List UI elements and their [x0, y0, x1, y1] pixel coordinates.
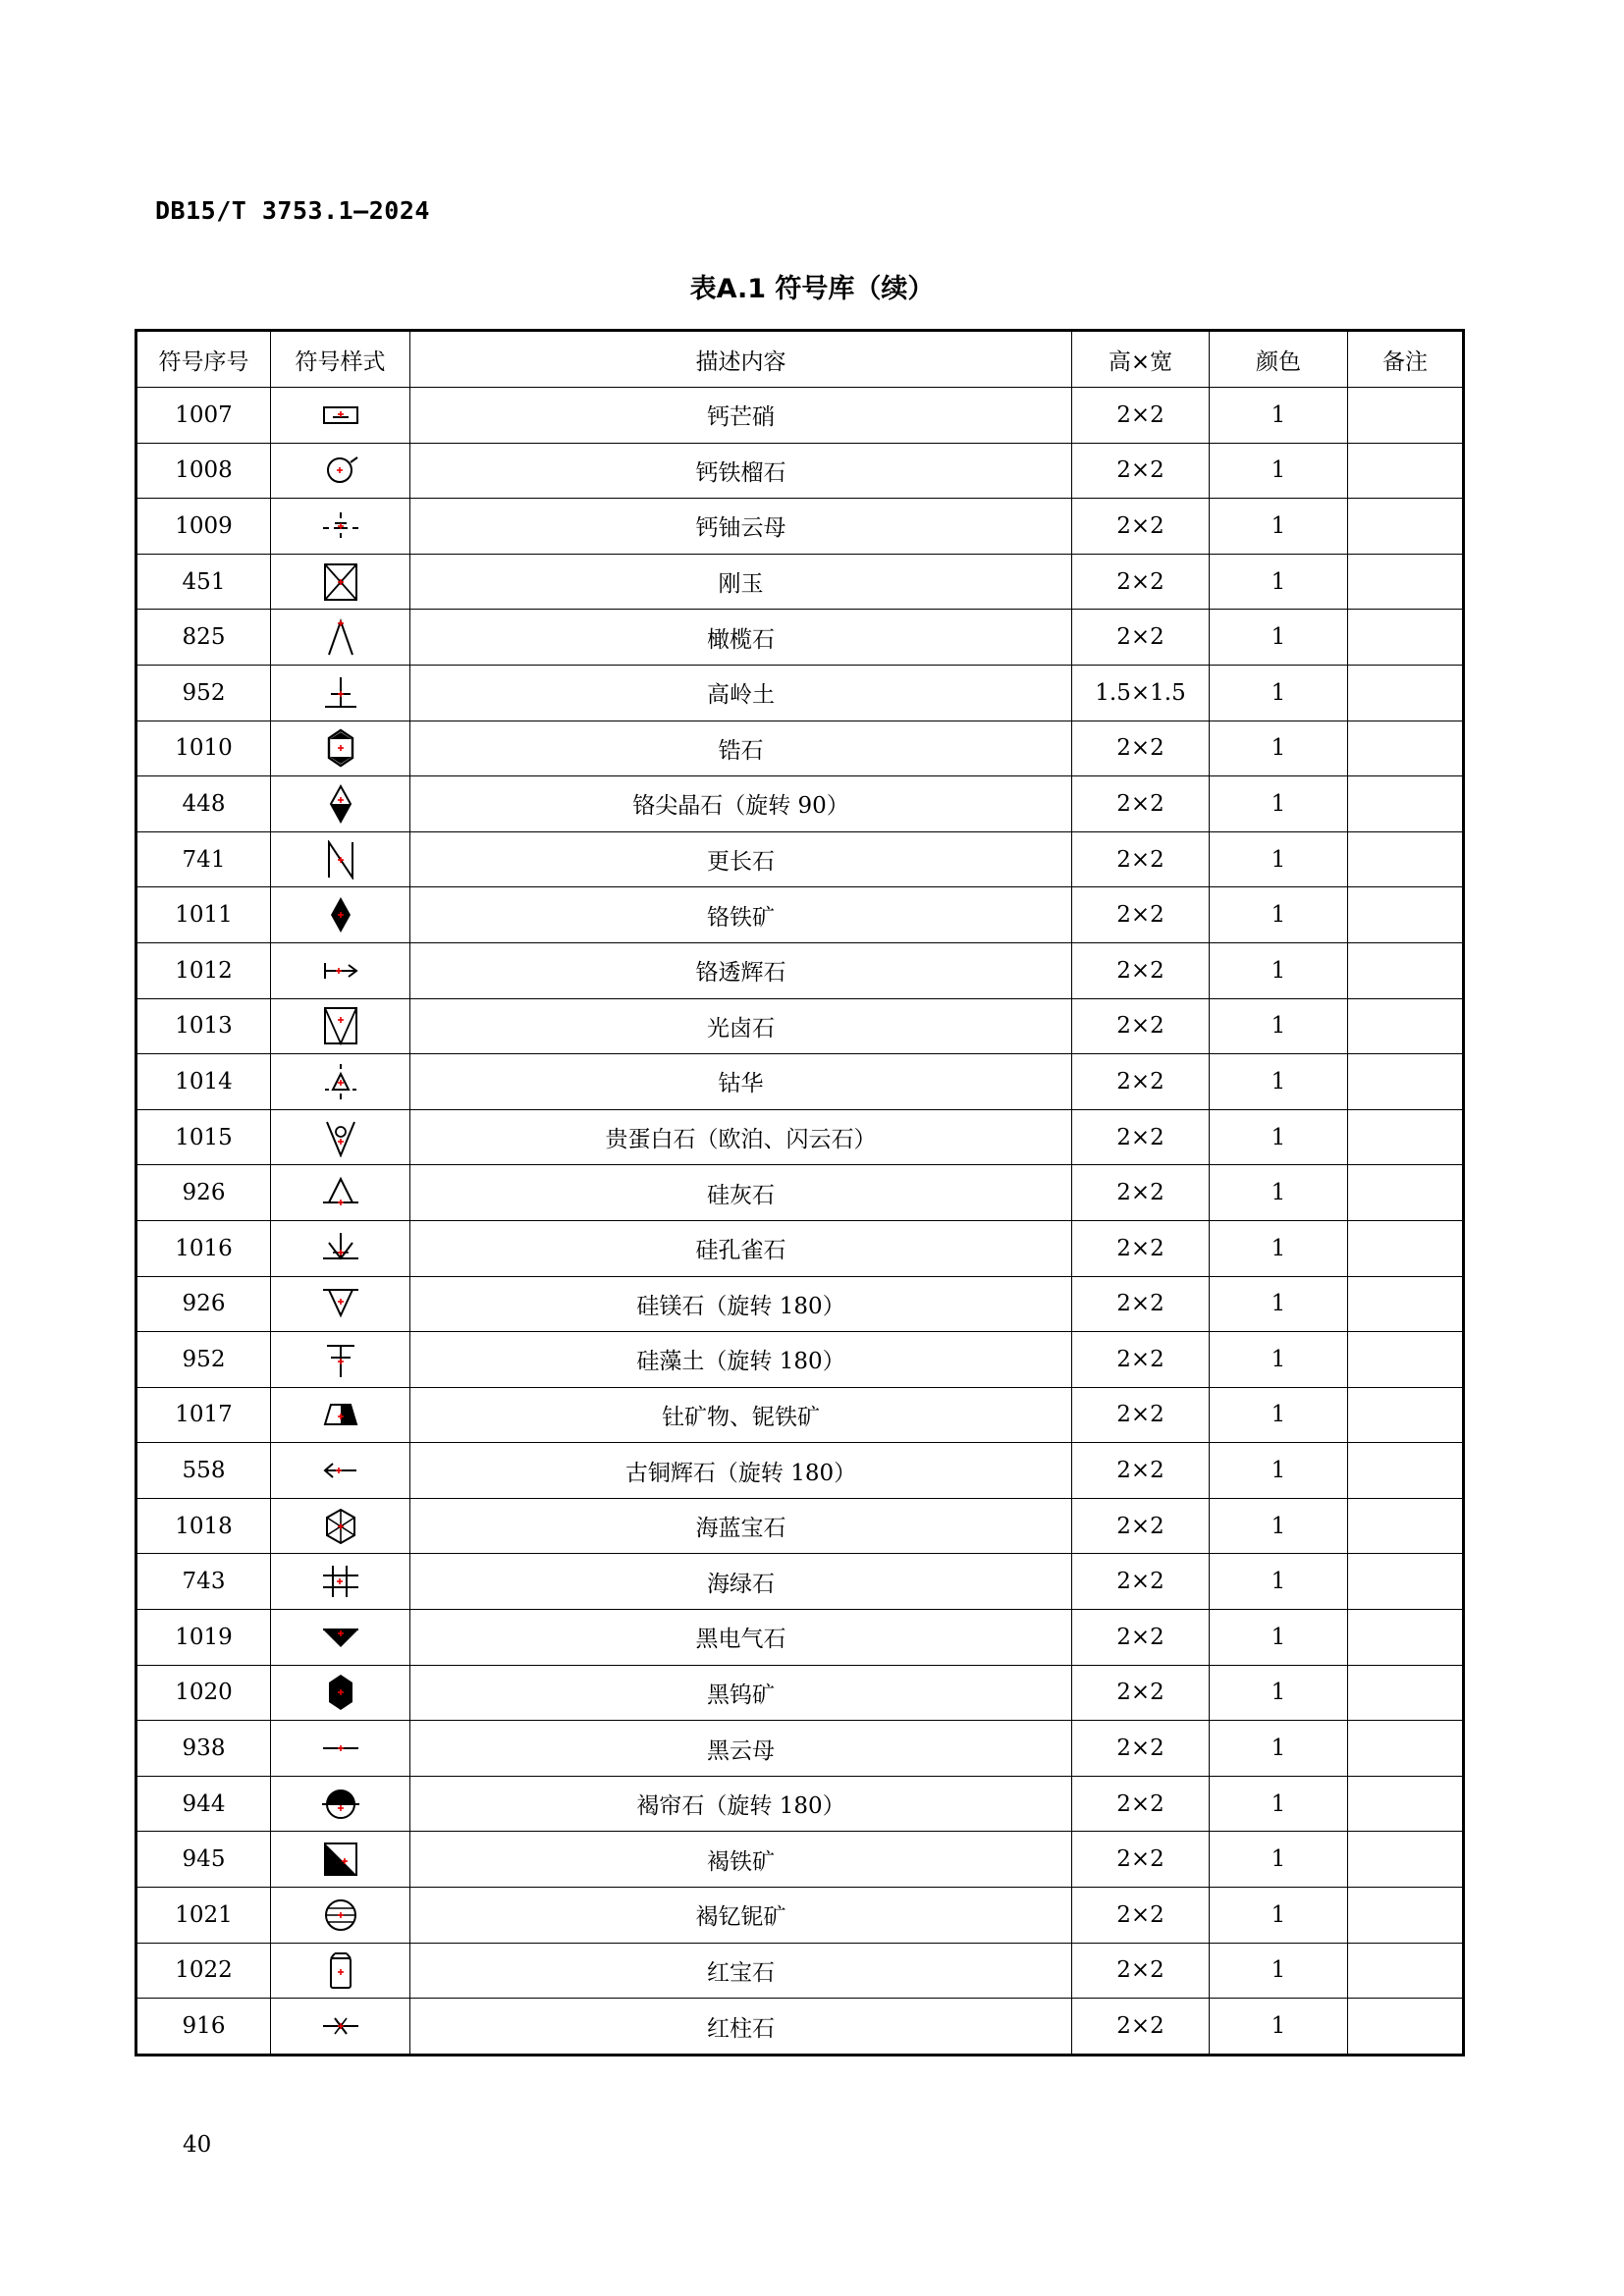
cell-symbol-id: 1013: [136, 998, 271, 1054]
table-row: [136, 499, 1464, 555]
cell-symbol-id: 741: [136, 831, 271, 887]
table-row: [136, 776, 1464, 832]
crossed-line-icon: [321, 2006, 360, 2046]
cell-description: 海蓝宝石: [410, 1498, 1072, 1554]
cell-description: 褐帘石（旋转 180）: [410, 1776, 1072, 1832]
cell-note: [1348, 1665, 1464, 1721]
cell-description: 硅镁石（旋转 180）: [410, 1276, 1072, 1332]
cell-symbol-id: 1022: [136, 1943, 271, 1999]
cell-symbol-style: [271, 1943, 410, 1999]
cell-symbol-style: [271, 1665, 410, 1721]
cell-symbol-style: [271, 887, 410, 943]
symbol-table: [135, 329, 1465, 2056]
table-row: [136, 721, 1464, 776]
table-row: [136, 554, 1464, 610]
column-header-size: 高×宽: [1072, 331, 1210, 388]
cell-description: 贵蛋白石（欧泊、闪云石）: [410, 1109, 1072, 1165]
cell-symbol-id: 825: [136, 610, 271, 666]
earth-icon: [321, 673, 360, 713]
box-triangle-icon: [321, 1006, 360, 1045]
cell-size: 2×2: [1072, 1443, 1210, 1499]
cell-note: [1348, 831, 1464, 887]
cell-size: 2×2: [1072, 1832, 1210, 1888]
table-row: [136, 610, 1464, 666]
cell-description: 光卤石: [410, 998, 1072, 1054]
cell-size: 2×2: [1072, 1888, 1210, 1944]
cell-color: 1: [1210, 1276, 1348, 1332]
table-row: [136, 1999, 1464, 2056]
table-row: [136, 998, 1464, 1054]
hexagon-outline-icon: [321, 728, 360, 768]
cell-color: 1: [1210, 1943, 1348, 1999]
cell-note: [1348, 1443, 1464, 1499]
cell-size: 2×2: [1072, 1387, 1210, 1443]
cell-note: [1348, 998, 1464, 1054]
striped-circle-icon: [321, 1896, 360, 1935]
diamond-filled-icon: [321, 895, 360, 934]
cell-color: 1: [1210, 776, 1348, 832]
diamond-half-icon: [321, 784, 360, 824]
cell-size: 2×2: [1072, 499, 1210, 555]
caret-icon: [321, 617, 360, 657]
table-row: [136, 1220, 1464, 1276]
cell-symbol-id: 926: [136, 1276, 271, 1332]
jar-icon: [321, 1950, 360, 1990]
table-row: [136, 1165, 1464, 1221]
cell-color: 1: [1210, 1443, 1348, 1499]
cell-symbol-style: [271, 1888, 410, 1944]
cell-size: 2×2: [1072, 443, 1210, 499]
cell-description: 高岭土: [410, 665, 1072, 721]
cell-description: 古铜辉石（旋转 180）: [410, 1443, 1072, 1499]
cell-symbol-style: [271, 721, 410, 776]
cell-color: 1: [1210, 1554, 1348, 1610]
cell-note: [1348, 1165, 1464, 1221]
square-diagonal-icon: [321, 1840, 360, 1879]
cell-symbol-style: [271, 831, 410, 887]
cell-color: 1: [1210, 1832, 1348, 1888]
cell-size: 2×2: [1072, 610, 1210, 666]
cell-symbol-style: [271, 1220, 410, 1276]
table-row: [136, 1332, 1464, 1388]
cell-symbol-style: [271, 1554, 410, 1610]
cell-note: [1348, 1721, 1464, 1777]
cell-symbol-style: [271, 1054, 410, 1110]
cell-symbol-style: [271, 1721, 410, 1777]
cell-note: [1348, 554, 1464, 610]
cell-description: 锆石: [410, 721, 1072, 776]
table-row: [136, 1443, 1464, 1499]
cell-description: 黑钨矿: [410, 1665, 1072, 1721]
cell-description: 橄榄石: [410, 610, 1072, 666]
cell-symbol-id: 1012: [136, 942, 271, 998]
cell-color: 1: [1210, 554, 1348, 610]
cell-symbol-id: 1018: [136, 1498, 271, 1554]
cell-note: [1348, 1943, 1464, 1999]
cell-color: 1: [1210, 1776, 1348, 1832]
cell-description: 铬铁矿: [410, 887, 1072, 943]
cell-symbol-id: 1016: [136, 1220, 271, 1276]
cell-note: [1348, 942, 1464, 998]
circle-tail-icon: [321, 451, 360, 490]
cell-note: [1348, 1387, 1464, 1443]
cell-size: 2×2: [1072, 1943, 1210, 1999]
cell-symbol-id: 938: [136, 1721, 271, 1777]
cell-size: 2×2: [1072, 887, 1210, 943]
cell-size: 2×2: [1072, 831, 1210, 887]
table-row: [136, 831, 1464, 887]
cell-symbol-style: [271, 554, 410, 610]
cell-symbol-style: [271, 1443, 410, 1499]
cell-color: 1: [1210, 1888, 1348, 1944]
cell-symbol-style: [271, 388, 410, 444]
cell-note: [1348, 1888, 1464, 1944]
cell-size: 2×2: [1072, 998, 1210, 1054]
cell-symbol-id: 743: [136, 1554, 271, 1610]
cell-symbol-style: [271, 776, 410, 832]
cell-color: 1: [1210, 1721, 1348, 1777]
cell-note: [1348, 721, 1464, 776]
cell-symbol-id: 451: [136, 554, 271, 610]
table-row: [136, 1665, 1464, 1721]
cell-description: 硅灰石: [410, 1165, 1072, 1221]
cell-size: 2×2: [1072, 1054, 1210, 1110]
cell-color: 1: [1210, 942, 1348, 998]
cell-description: 海绿石: [410, 1554, 1072, 1610]
page-number: 40: [183, 2132, 212, 2158]
cell-symbol-id: 916: [136, 1999, 271, 2056]
cell-note: [1348, 1554, 1464, 1610]
cell-symbol-style: [271, 443, 410, 499]
v-circle-icon: [321, 1118, 360, 1157]
cell-size: 2×2: [1072, 1554, 1210, 1610]
cell-color: 1: [1210, 721, 1348, 776]
cell-color: 1: [1210, 1054, 1348, 1110]
cell-size: 2×2: [1072, 721, 1210, 776]
cell-symbol-id: 1017: [136, 1387, 271, 1443]
cell-symbol-id: 1009: [136, 499, 271, 555]
column-header-note: 备注: [1348, 331, 1464, 388]
cell-color: 1: [1210, 610, 1348, 666]
cell-symbol-style: [271, 1332, 410, 1388]
table-row: [136, 1721, 1464, 1777]
table-row: [136, 1776, 1464, 1832]
arrow-bar-right-icon: [321, 951, 360, 990]
cell-symbol-style: [271, 1610, 410, 1666]
cell-symbol-id: 926: [136, 1165, 271, 1221]
cell-note: [1348, 1498, 1464, 1554]
cell-note: [1348, 499, 1464, 555]
table-title: 表A.1 符号库（续）: [689, 274, 935, 304]
table-row: [136, 1832, 1464, 1888]
down-triangle-filled-icon: [321, 1618, 360, 1657]
cell-color: 1: [1210, 1498, 1348, 1554]
cell-size: 2×2: [1072, 1999, 1210, 2056]
cell-description: 铬透辉石: [410, 942, 1072, 998]
cell-description: 红柱石: [410, 1999, 1072, 2056]
cell-size: 2×2: [1072, 1776, 1210, 1832]
hexagon-star-icon: [321, 1507, 360, 1546]
cell-color: 1: [1210, 1665, 1348, 1721]
cell-note: [1348, 443, 1464, 499]
table-row: [136, 1554, 1464, 1610]
cell-note: [1348, 610, 1464, 666]
cell-description: 钙铀云母: [410, 499, 1072, 555]
inverted-earth-icon: [321, 1340, 360, 1379]
box-x-icon: [321, 562, 360, 602]
cell-size: 2×2: [1072, 1665, 1210, 1721]
cell-description: 硅藻土（旋转 180）: [410, 1332, 1072, 1388]
cell-symbol-style: [271, 1109, 410, 1165]
cell-color: 1: [1210, 499, 1348, 555]
cell-note: [1348, 776, 1464, 832]
cell-description: 红宝石: [410, 1943, 1072, 1999]
cell-note: [1348, 388, 1464, 444]
column-header-description: 描述内容: [410, 331, 1072, 388]
cell-color: 1: [1210, 998, 1348, 1054]
arrow-left-icon: [321, 1451, 360, 1490]
cell-note: [1348, 1054, 1464, 1110]
cell-description: 钙芒硝: [410, 388, 1072, 444]
cell-size: 2×2: [1072, 1165, 1210, 1221]
cell-size: 2×2: [1072, 776, 1210, 832]
cell-note: [1348, 1832, 1464, 1888]
cell-color: 1: [1210, 831, 1348, 887]
cell-symbol-style: [271, 942, 410, 998]
cell-description: 褐铁矿: [410, 1832, 1072, 1888]
dashed-cross-icon: [321, 507, 360, 546]
cell-size: 2×2: [1072, 942, 1210, 998]
cell-note: [1348, 1610, 1464, 1666]
table-row: [136, 1498, 1464, 1554]
cell-color: 1: [1210, 887, 1348, 943]
trapezoid-icon: [321, 1395, 360, 1434]
cell-description: 更长石: [410, 831, 1072, 887]
column-header-id: 符号序号: [136, 331, 271, 388]
cell-color: 1: [1210, 1387, 1348, 1443]
cell-symbol-style: [271, 1387, 410, 1443]
cell-symbol-id: 1021: [136, 1888, 271, 1944]
n-letter-icon: [321, 840, 360, 880]
table-row: [136, 887, 1464, 943]
table-row: [136, 1276, 1464, 1332]
cell-size: 2×2: [1072, 554, 1210, 610]
cell-symbol-style: [271, 610, 410, 666]
table-row: [136, 1610, 1464, 1666]
table-row: [136, 1054, 1464, 1110]
cell-color: 1: [1210, 388, 1348, 444]
cell-description: 褐钇铌矿: [410, 1888, 1072, 1944]
spike-base-icon: [321, 1229, 360, 1268]
table-row: [136, 1943, 1464, 1999]
cell-symbol-id: 448: [136, 776, 271, 832]
cell-symbol-id: 558: [136, 1443, 271, 1499]
cell-symbol-style: [271, 1165, 410, 1221]
triangle-base-icon: [321, 1173, 360, 1212]
half-circle-icon: [321, 1785, 360, 1824]
cell-symbol-style: [271, 499, 410, 555]
cell-symbol-style: [271, 1999, 410, 2056]
cell-size: 2×2: [1072, 1610, 1210, 1666]
cell-description: 硅孔雀石: [410, 1220, 1072, 1276]
table-row: [136, 1387, 1464, 1443]
cell-size: 1.5×1.5: [1072, 665, 1210, 721]
cell-symbol-id: 1020: [136, 1665, 271, 1721]
cell-size: 2×2: [1072, 1276, 1210, 1332]
cell-note: [1348, 1332, 1464, 1388]
inverted-triangle-icon: [321, 1284, 360, 1323]
table-header-row: [136, 331, 1464, 388]
cell-symbol-id: 944: [136, 1776, 271, 1832]
cell-symbol-id: 1007: [136, 388, 271, 444]
cell-size: 2×2: [1072, 1498, 1210, 1554]
cell-note: [1348, 1776, 1464, 1832]
cell-color: 1: [1210, 1610, 1348, 1666]
cell-note: [1348, 887, 1464, 943]
cell-symbol-style: [271, 998, 410, 1054]
column-header-symbol: 符号样式: [271, 331, 410, 388]
cell-symbol-style: [271, 665, 410, 721]
cell-symbol-style: [271, 1776, 410, 1832]
table-row: [136, 388, 1464, 444]
cell-symbol-style: [271, 1498, 410, 1554]
cell-symbol-id: 1019: [136, 1610, 271, 1666]
cell-color: 1: [1210, 1165, 1348, 1221]
cell-description: 铬尖晶石（旋转 90）: [410, 776, 1072, 832]
hash-icon: [321, 1562, 360, 1601]
cell-symbol-id: 945: [136, 1832, 271, 1888]
cell-symbol-id: 952: [136, 665, 271, 721]
cell-color: 1: [1210, 1332, 1348, 1388]
cell-symbol-id: 952: [136, 1332, 271, 1388]
table-row: [136, 443, 1464, 499]
dashed-triangle-icon: [321, 1062, 360, 1101]
cell-note: [1348, 1220, 1464, 1276]
cell-size: 2×2: [1072, 1109, 1210, 1165]
document-code: DB15/T 3753.1—2024: [155, 196, 430, 225]
cell-symbol-id: 1008: [136, 443, 271, 499]
cell-size: 2×2: [1072, 1332, 1210, 1388]
cell-color: 1: [1210, 1999, 1348, 2056]
cell-description: 钴华: [410, 1054, 1072, 1110]
cell-color: 1: [1210, 665, 1348, 721]
cell-description: 黑云母: [410, 1721, 1072, 1777]
cell-color: 1: [1210, 443, 1348, 499]
cell-note: [1348, 1999, 1464, 2056]
cell-description: 钙铁榴石: [410, 443, 1072, 499]
table-row: [136, 665, 1464, 721]
cell-note: [1348, 665, 1464, 721]
cell-symbol-id: 1014: [136, 1054, 271, 1110]
cell-symbol-id: 1011: [136, 887, 271, 943]
cell-color: 1: [1210, 1220, 1348, 1276]
line-icon: [321, 1729, 360, 1768]
column-header-color: 颜色: [1210, 331, 1348, 388]
cell-description: 刚玉: [410, 554, 1072, 610]
cell-note: [1348, 1109, 1464, 1165]
cell-symbol-id: 1015: [136, 1109, 271, 1165]
cell-size: 2×2: [1072, 388, 1210, 444]
cell-symbol-style: [271, 1832, 410, 1888]
hexagon-filled-icon: [321, 1673, 360, 1712]
table-row: [136, 942, 1464, 998]
cell-note: [1348, 1276, 1464, 1332]
table-row: [136, 1888, 1464, 1944]
rect-dash-icon: [321, 396, 360, 435]
cell-description: 黑电气石: [410, 1610, 1072, 1666]
cell-color: 1: [1210, 1109, 1348, 1165]
cell-size: 2×2: [1072, 1721, 1210, 1777]
cell-size: 2×2: [1072, 1220, 1210, 1276]
cell-symbol-style: [271, 1276, 410, 1332]
table-body: [136, 388, 1464, 2056]
cell-description: 钍矿物、铌铁矿: [410, 1387, 1072, 1443]
cell-symbol-id: 1010: [136, 721, 271, 776]
table-row: [136, 1109, 1464, 1165]
